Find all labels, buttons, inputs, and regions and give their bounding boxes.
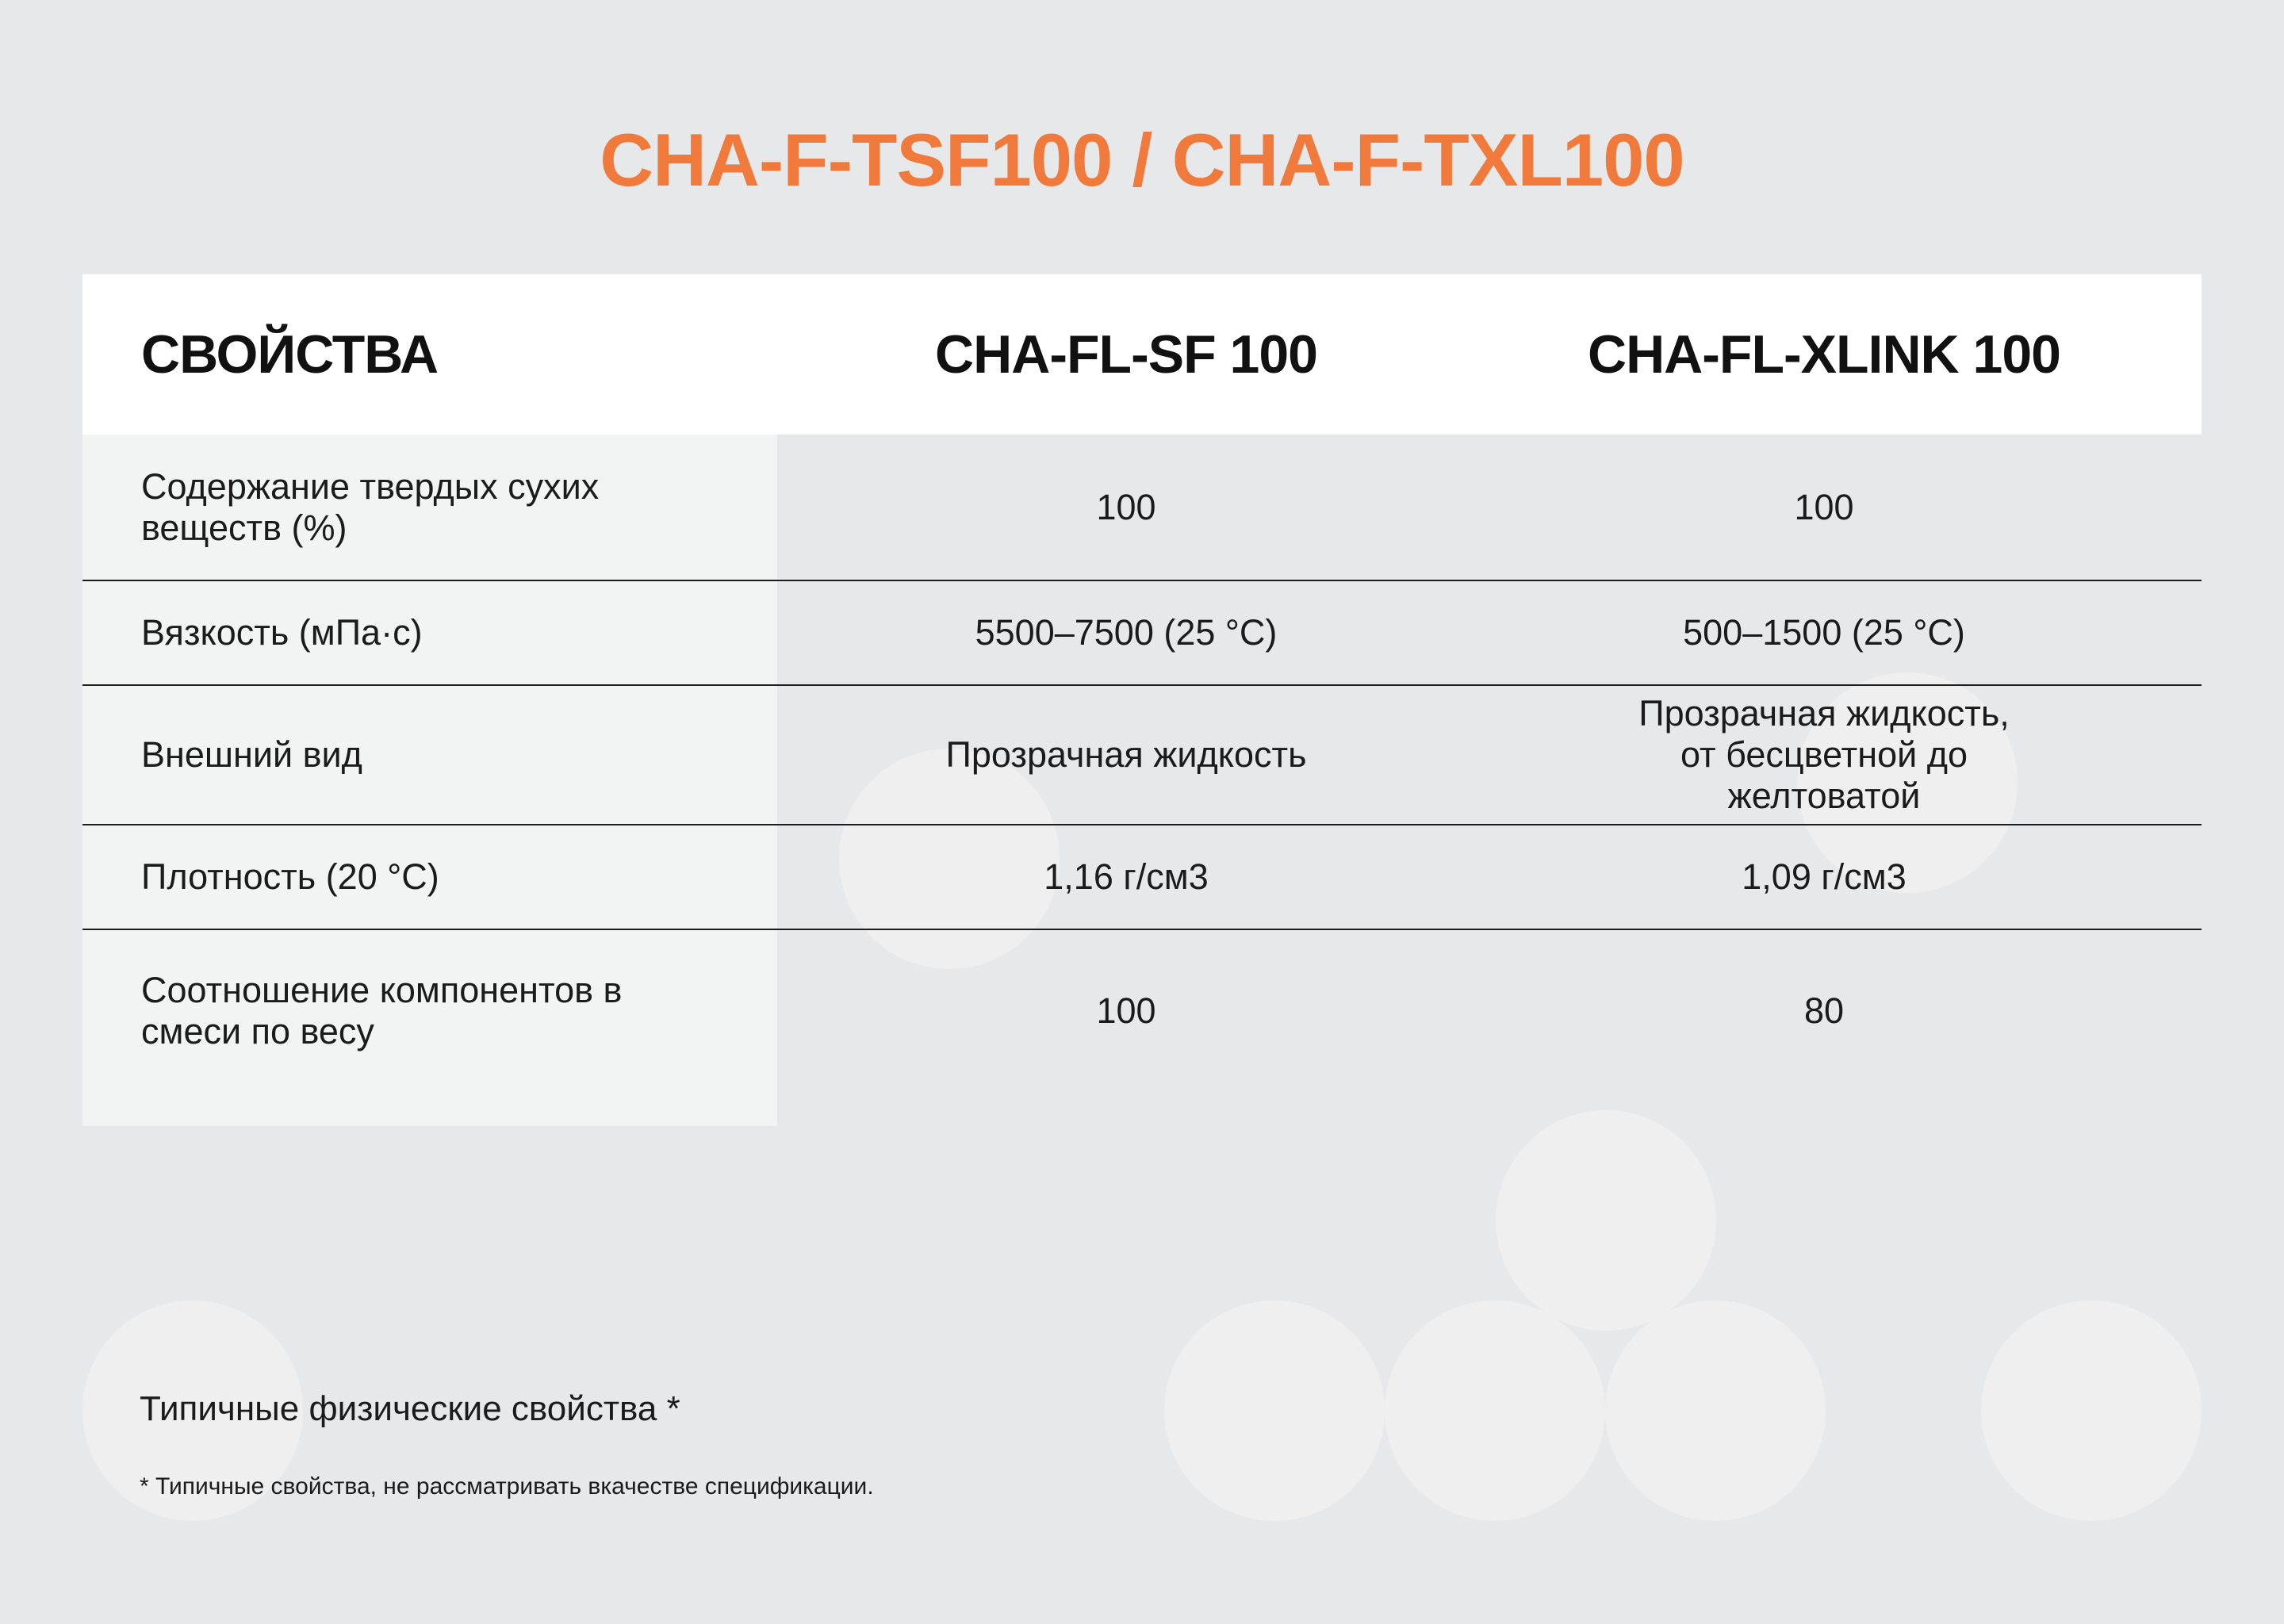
row-value-product-1: 100 xyxy=(1096,487,1156,527)
row-property: Соотношение компонентов в смеси по весу xyxy=(141,970,623,1051)
header-product-2: CHA-FL-XLINK 100 xyxy=(1587,324,2061,385)
table-row xyxy=(82,930,2202,1073)
table-row xyxy=(82,686,2202,824)
table-header xyxy=(82,274,2202,435)
decor-circle xyxy=(1981,1300,2202,1521)
table-row xyxy=(82,825,2202,929)
decor-circle xyxy=(1605,1300,1826,1521)
row-value-product-2: 1,09 г/см3 xyxy=(1742,856,1907,897)
row-property: Плотность (20 °С) xyxy=(141,856,439,897)
footnote-title: Типичные физические свойства * xyxy=(140,1389,680,1428)
header-product-1: CHA-FL-SF 100 xyxy=(935,324,1317,385)
row-property: Вязкость (мПа·с) xyxy=(141,612,423,653)
row-value-product-1: 1,16 г/см3 xyxy=(1044,856,1209,897)
table-row xyxy=(82,581,2202,684)
table-row xyxy=(82,435,2202,580)
row-value-product-1: 5500–7500 (25 °С) xyxy=(975,612,1278,653)
row-value-product-2: 500–1500 (25 °С) xyxy=(1683,612,1965,653)
row-property: Содержание твердых сухих веществ (%) xyxy=(141,466,600,548)
decor-circle xyxy=(1164,1300,1385,1521)
decor-circle xyxy=(1385,1300,1605,1521)
row-value-product-1: 100 xyxy=(1096,990,1156,1031)
row-value-product-2: Прозрачная жидкость, от бесцветной до желтоватой xyxy=(1638,693,2010,816)
page-title: CHA-F-TSF100 / CHA-F-TXL100 xyxy=(600,118,1684,201)
footnote-text: * Типичные свойства, не рассматривать вкачестве спецификации. xyxy=(140,1473,874,1500)
row-value-product-1: Прозрачная жидкость xyxy=(945,734,1307,775)
row-value-product-2: 80 xyxy=(1803,990,1845,1031)
row-property: Внешний вид xyxy=(141,734,362,775)
row-value-product-2: 100 xyxy=(1794,487,1854,527)
header-properties: СВОЙСТВА xyxy=(141,324,439,385)
decor-circle xyxy=(1496,1110,1716,1331)
